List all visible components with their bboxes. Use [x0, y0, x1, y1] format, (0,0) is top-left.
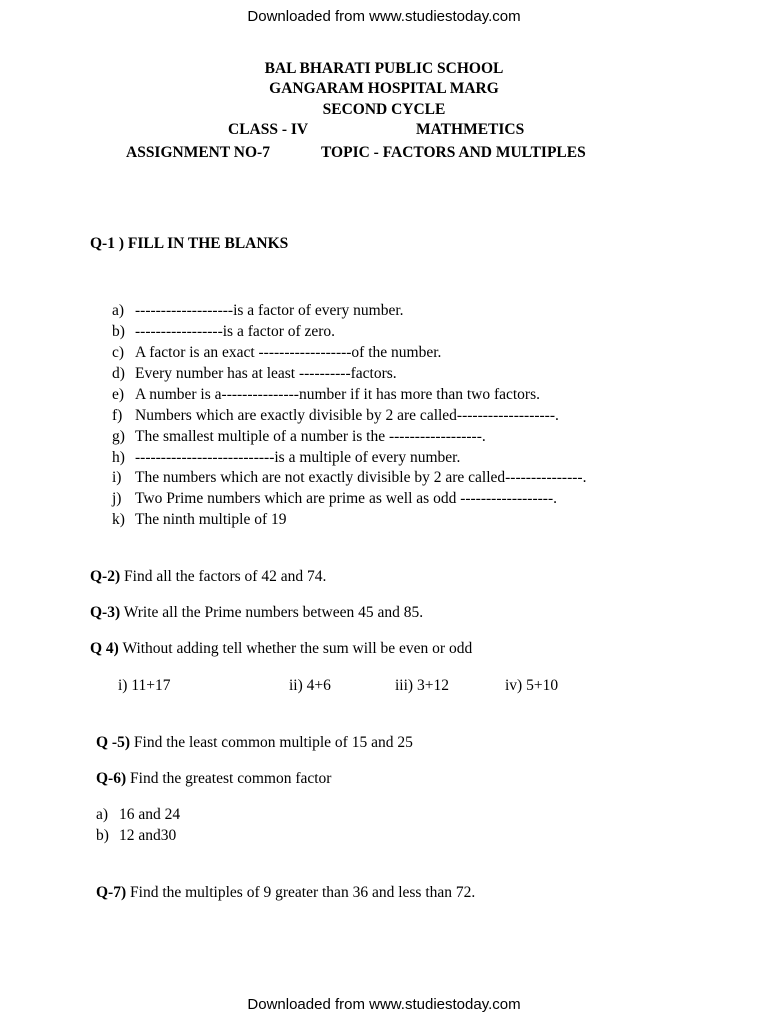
q1-item-f	[112, 407, 559, 425]
q1-item-g-text: The smallest multiple of a number is the ------------------.	[135, 428, 486, 445]
q1-item-k	[112, 511, 287, 529]
q1-item-j	[112, 490, 557, 508]
q1-item-f-label: f)	[112, 407, 123, 424]
q1-item-e	[112, 386, 540, 404]
q6-item-b	[96, 827, 176, 845]
q1-item-c	[112, 344, 441, 362]
school-address: GANGARAM HOSPITAL MARG	[269, 80, 499, 97]
q6-item-a-text: 16 and 24	[119, 806, 181, 823]
q1-item-i-text: The numbers which are not exactly divisible by 2 are called---------------.	[135, 469, 587, 486]
q1-title: Q-1 ) FILL IN THE BLANKS	[90, 235, 289, 252]
q1-item-g	[112, 428, 486, 446]
q1-item-d	[112, 365, 397, 383]
q4-option-2: ii) 4+6	[289, 677, 331, 694]
q1-item-k-text: The ninth multiple of 19	[135, 511, 287, 528]
q1-item-b-label: b)	[112, 323, 125, 340]
assignment-label: ASSIGNMENT NO-7	[126, 144, 270, 161]
q4-label: Q 4)	[90, 640, 119, 657]
q1-item-a-text: -------------------is a factor of every number.	[135, 302, 404, 319]
subject-label: MATHMETICS	[416, 121, 525, 138]
q1-item-h-label: h)	[112, 449, 125, 466]
class-label: CLASS - IV	[228, 121, 309, 138]
q6	[96, 770, 331, 788]
q1-item-i-label: i)	[112, 469, 122, 486]
q4-option-3: iii) 3+12	[395, 677, 449, 694]
q3-text: Write all the Prime numbers between 45 and 85.	[120, 604, 424, 621]
q5-text: Find the least common multiple of 15 and 25	[130, 734, 413, 751]
q1-item-f-text: Numbers which are exactly divisible by 2 are called-------------------.	[135, 407, 559, 424]
q6-item-b-label: b)	[96, 827, 109, 844]
q1-item-a	[112, 302, 404, 320]
q1-item-b	[112, 323, 335, 341]
q1-item-h	[112, 449, 460, 467]
q1-item-g-label: g)	[112, 428, 125, 445]
q6-item-a	[96, 806, 180, 824]
q7-label: Q-7)	[96, 884, 127, 901]
q7-text: Find the multiples of 9 greater than 36 and less than 72.	[126, 884, 476, 901]
q4	[90, 640, 472, 658]
bottom-banner: Downloaded from www.studiestoday.com	[247, 996, 521, 1013]
q3-label: Q-3)	[90, 604, 121, 621]
q1-item-d-label: d)	[112, 365, 125, 382]
cycle-title: SECOND CYCLE	[322, 101, 446, 118]
q1-item-k-label: k)	[112, 511, 125, 528]
q5	[96, 734, 413, 752]
q2-label: Q-2)	[90, 568, 121, 585]
q6-item-a-label: a)	[96, 806, 109, 823]
q1-item-b-text: -----------------is a factor of zero.	[135, 323, 336, 340]
q6-label: Q-6)	[96, 770, 127, 787]
q6-item-b-text: 12 and30	[119, 827, 177, 844]
school-name: BAL BHARATI PUBLIC SCHOOL	[264, 60, 504, 77]
q1-item-c-text: A factor is an exact ------------------of the number.	[135, 344, 442, 361]
top-banner: Downloaded from www.studiestoday.com	[247, 8, 521, 25]
topic-label: TOPIC - FACTORS AND MULTIPLES	[321, 144, 586, 161]
q4-option-4: iv) 5+10	[505, 677, 559, 694]
q1-item-c-label: c)	[112, 344, 125, 361]
q5-label: Q -5)	[96, 734, 131, 751]
q1-item-e-label: e)	[112, 386, 125, 403]
q2	[90, 568, 326, 586]
q1-item-d-text: Every number has at least ----------factors.	[135, 365, 397, 382]
q2-text: Find all the factors of 42 and 74.	[120, 568, 327, 585]
q1-item-e-text: A number is a---------------number if it has more than two factors.	[135, 386, 540, 403]
q1-item-j-text: Two Prime numbers which are prime as well as odd ------------------.	[135, 490, 557, 507]
q4-option-1: i) 11+17	[118, 677, 171, 694]
q7	[96, 884, 475, 902]
q4-text: Without adding tell whether the sum will be even or odd	[118, 640, 473, 657]
q3	[90, 604, 423, 622]
q6-text: Find the greatest common factor	[126, 770, 332, 787]
q1-item-i	[112, 469, 586, 487]
q1-item-j-label: j)	[112, 490, 122, 507]
q1-item-a-label: a)	[112, 302, 125, 319]
q1-item-h-text: ---------------------------is a multiple of every number.	[135, 449, 461, 466]
